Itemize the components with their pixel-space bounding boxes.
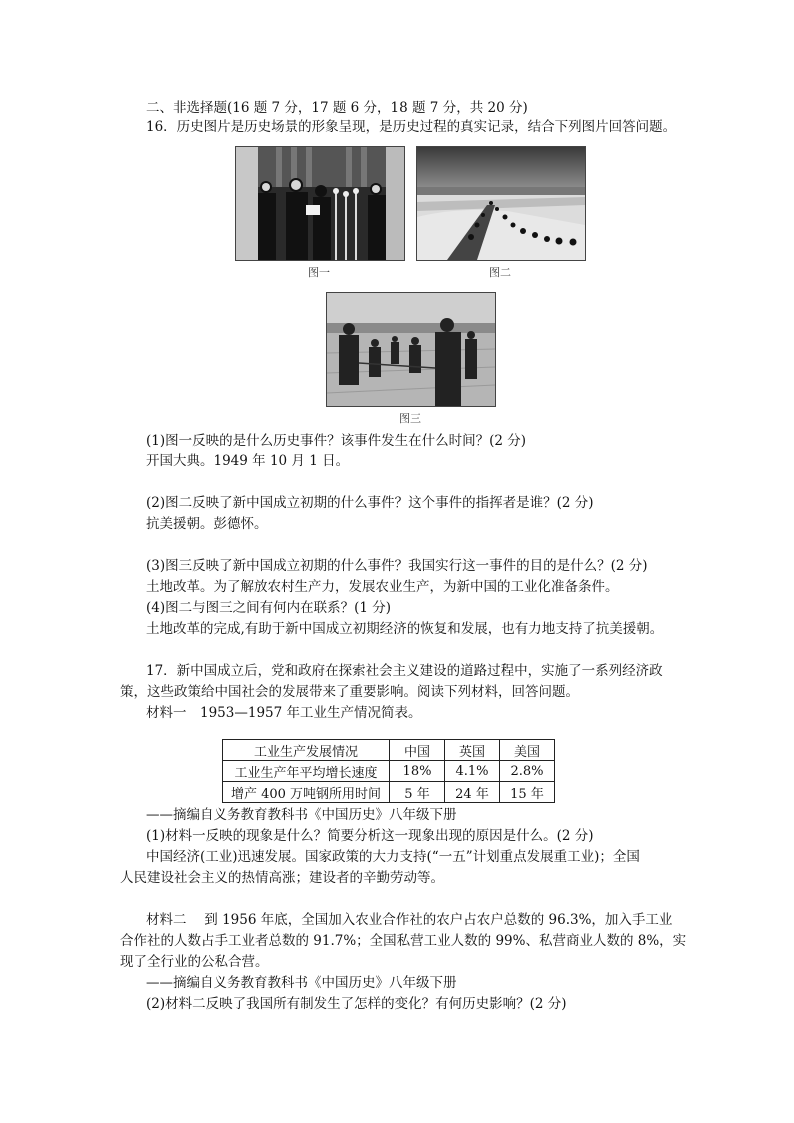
table-header-cell: 英国: [445, 740, 500, 761]
table-header-row: [223, 740, 555, 761]
section-header: 二、非选择题(16 题 7 分，17 题 6 分，18 题 7 分，共 20 分): [146, 100, 528, 116]
photo-land-reform: [326, 292, 496, 407]
table-row: [223, 761, 555, 782]
q17-part1-question: (1)材料一反映的现象是什么？简要分析这一现象出现的原因是什么。(2 分): [146, 828, 594, 844]
material-1-title: 材料一 1953—1957 年工业生产情况简表。: [146, 705, 422, 721]
caption-figure-1: 图一: [308, 266, 330, 279]
material-2-line3: 现了全行业的公私合营。: [120, 954, 269, 970]
caption-figure-2: 图二: [489, 266, 511, 279]
q17-part1-answer-line2: 人民建设社会主义的热情高涨；建设者的辛勤劳动等。: [120, 870, 444, 886]
table-cell: 工业生产年平均增长速度: [223, 761, 390, 782]
table-cell: 4.1%: [445, 761, 500, 782]
caption-figure-3: 图三: [399, 412, 421, 425]
question-17-stem-line1: 17．新中国成立后，党和政府在探索社会主义建设的道路过程中，实施了一系列经济政: [146, 663, 663, 679]
q16-part4-answer: 土地改革的完成,有助于新中国成立初期经济的恢复和发展，也有力地支持了抗美援朝。: [146, 621, 664, 637]
table-cell: 5 年: [390, 782, 445, 803]
q16-part3-question: (3)图三反映了新中国成立初期的什么事件？我国实行这一事件的目的是什么？(2 分): [146, 558, 648, 574]
table-cell: 15 年: [500, 782, 555, 803]
q17-part1-answer-line1: 中国经济(工业)迅速发展。国家政策的大力支持(“一五”计划重点发展重工业)；全国: [146, 849, 640, 865]
q16-part1-answer: 开国大典。1949 年 10 月 1 日。: [146, 453, 350, 469]
industrial-production-table: [222, 739, 555, 803]
table-cell: 18%: [390, 761, 445, 782]
question-17-stem-line2: 策，这些政策给中国社会的发展带来了重要影响。阅读下列材料，回答问题。: [120, 684, 579, 700]
material-2-source: ——摘编自义务教育教科书《中国历史》八年级下册: [146, 975, 457, 991]
q16-part2-question: (2)图二反映了新中国成立初期的什么事件？这个事件的指挥者是谁？(2 分): [146, 495, 594, 511]
table-header-cell: 工业生产发展情况: [223, 740, 390, 761]
material-2-line1: 材料二 到 1956 年底，全国加入农业合作社的农户占农户总数的 96.3%，加入手工业: [146, 912, 673, 928]
photo-troops-crossing-river: [416, 146, 586, 261]
table-row: [223, 782, 555, 803]
table-cell: 2.8%: [500, 761, 555, 782]
table-header-cell: 美国: [500, 740, 555, 761]
material-2-line2: 合作社的人数占手工业者总数的 91.7%；全国私营工业人数的 99%、私营商业人数的 8%，实: [120, 933, 687, 949]
q16-part1-question: (1)图一反映的是什么历史事件？该事件发生在什么时间？(2 分): [146, 433, 527, 449]
table-cell: 增产 400 万吨钢所用时间: [223, 782, 390, 803]
table-header-cell: 中国: [390, 740, 445, 761]
q16-part2-answer: 抗美援朝。彭德怀。: [146, 516, 268, 532]
q17-part2-question: (2)材料二反映了我国所有制发生了怎样的变化？有何历史影响？(2 分): [146, 996, 567, 1012]
q16-part4-question: (4)图二与图三之间有何内在联系？(1 分): [146, 600, 392, 616]
q16-part3-answer: 土地改革。为了解放农村生产力，发展农业生产，为新中国的工业化准备条件。: [146, 579, 619, 595]
question-16-stem: 16．历史图片是历史场景的形象呈现，是历史过程的真实记录，结合下列图片回答问题。: [146, 119, 677, 135]
photo-founding-ceremony: [235, 146, 405, 261]
material-1-source: ——摘编自义务教育教科书《中国历史》八年级下册: [146, 807, 457, 823]
table-cell: 24 年: [445, 782, 500, 803]
